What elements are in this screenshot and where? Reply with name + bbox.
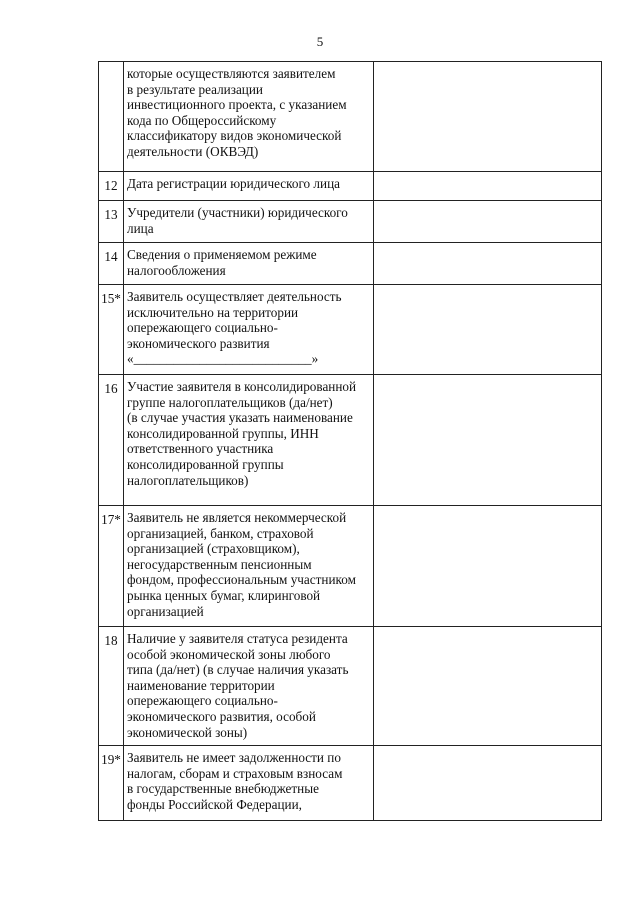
- table-row: [99, 506, 602, 627]
- row-value-field[interactable]: [374, 627, 602, 746]
- row-description: [124, 627, 374, 746]
- row-value-field[interactable]: [374, 375, 602, 506]
- row-description-text: Сведения о применяемом режиме налогообложения: [127, 247, 317, 278]
- row-number: [99, 62, 124, 172]
- row-number: 19*: [99, 746, 124, 821]
- table-row: [99, 243, 602, 285]
- table-row: [99, 627, 602, 746]
- row-description-text: Заявитель не имеет задолженности по налогам, сборам и страховым взносам в государственные внебюджетные фонды Российской Федерации,: [127, 750, 343, 812]
- row-value-field[interactable]: [374, 746, 602, 821]
- row-number: 16: [99, 375, 124, 506]
- application-form-table: [98, 61, 602, 821]
- row-description-text: Наличие у заявителя статуса резидента особой экономической зоны любого типа (да/нет) (в случае наличия указать наименование территории опережающего социально- экономического развития, особой экономической зоны): [127, 631, 349, 740]
- row-description: [124, 243, 374, 285]
- row-value-field[interactable]: [374, 201, 602, 243]
- row-description: [124, 506, 374, 627]
- row-value-field[interactable]: [374, 285, 602, 375]
- table-row: [99, 285, 602, 375]
- row-number: 17*: [99, 506, 124, 627]
- row-number: 18: [99, 627, 124, 746]
- row-number: 14: [99, 243, 124, 285]
- row-value-field[interactable]: [374, 62, 602, 172]
- row-description-text: Заявитель не является некоммерческой организацией, банком, страховой организацией (страховщиком), негосударственным пенсионным фондом, профессиональным участником рынка ценных бумаг, клиринговой организацией: [127, 510, 356, 619]
- row-description: [124, 746, 374, 821]
- row-description-text: которые осуществляются заявителем в результате реализации инвестиционного проекта, с указанием кода по Общероссийскому классификатору видов экономической деятельности (ОКВЭД): [127, 66, 347, 159]
- row-value-field[interactable]: [374, 172, 602, 201]
- row-description-text: Участие заявителя в консолидированной группе налогоплательщиков (да/нет) (в случае участия указать наименование консолидированной группы, ИНН ответственного участника консолидированной группы налогоплательщиков): [127, 379, 357, 488]
- row-description-text: Заявитель осуществляет деятельность исключительно на территории опережающего социально- экономического развития «___________________________»: [127, 289, 342, 367]
- table-row: [99, 746, 602, 821]
- table-row: [99, 201, 602, 243]
- row-number: 12: [99, 172, 124, 201]
- row-number: 15*: [99, 285, 124, 375]
- row-description: [124, 62, 374, 172]
- row-number: 13: [99, 201, 124, 243]
- page-number: 5: [316, 34, 324, 49]
- row-description: [124, 172, 374, 201]
- row-value-field[interactable]: [374, 506, 602, 627]
- row-description-text: Дата регистрации юридического лица: [127, 176, 340, 191]
- table-row: [99, 375, 602, 506]
- row-description-text: Учредители (участники) юридического лица: [127, 205, 348, 236]
- row-description: [124, 285, 374, 375]
- row-description: [124, 201, 374, 243]
- row-value-field[interactable]: [374, 243, 602, 285]
- table-row: [99, 62, 602, 172]
- table-row: [99, 172, 602, 201]
- row-description: [124, 375, 374, 506]
